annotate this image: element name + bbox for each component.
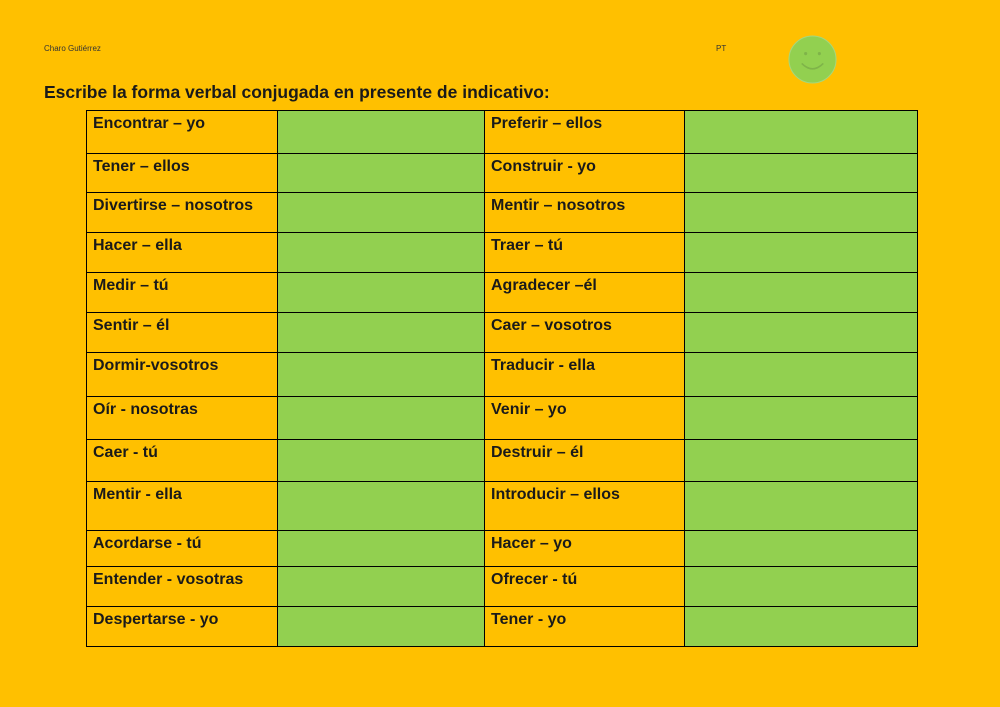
table-row [87,154,918,193]
answer-input-left[interactable] [284,158,478,175]
answer-cell-left[interactable] [278,193,485,233]
answer-cell-left[interactable] [278,353,485,397]
verb-prompt-left: Caer - tú [87,440,278,482]
answer-input-right[interactable] [691,115,911,132]
answer-cell-left[interactable] [278,440,485,482]
answer-cell-left[interactable] [278,313,485,353]
table-row [87,397,918,440]
answer-cell-right[interactable] [685,353,918,397]
answer-cell-right[interactable] [685,273,918,313]
table-row [87,313,918,353]
verb-prompt-left: Despertarse - yo [87,607,278,647]
table-row [87,607,918,647]
verb-prompt-left: Acordarse - tú [87,531,278,567]
answer-cell-right[interactable] [685,397,918,440]
answer-input-left[interactable] [284,115,478,132]
answer-cell-right[interactable] [685,233,918,273]
answer-input-right[interactable] [691,317,911,334]
verb-prompt-right: Traer – tú [485,233,685,273]
answer-input-right[interactable] [691,357,911,374]
answer-input-left[interactable] [284,197,478,214]
verb-prompt-right: Destruir – él [485,440,685,482]
verb-prompt-right: Hacer – yo [485,531,685,567]
answer-cell-right[interactable] [685,567,918,607]
page-title: Escribe la forma verbal conjugada en presente de indicativo: [44,82,550,102]
verb-prompt-left: Mentir - ella [87,482,278,531]
answer-input-right[interactable] [691,277,911,294]
answer-input-right[interactable] [691,535,911,552]
answer-cell-right[interactable] [685,111,918,154]
answer-input-left[interactable] [284,401,478,418]
answer-input-right[interactable] [691,611,911,628]
verb-prompt-left: Oír - nosotras [87,397,278,440]
answer-input-right[interactable] [691,486,911,503]
verb-prompt-left: Divertirse – nosotros [87,193,278,233]
table-row [87,273,918,313]
answer-input-right[interactable] [691,401,911,418]
answer-input-right[interactable] [691,444,911,461]
table-row [87,353,918,397]
answer-input-right[interactable] [691,197,911,214]
answer-input-left[interactable] [284,317,478,334]
verb-prompt-right: Venir – yo [485,397,685,440]
verb-prompt-right: Mentir – nosotros [485,193,685,233]
verb-prompt-left: Sentir – él [87,313,278,353]
smiley-face-icon [788,35,837,84]
answer-cell-right[interactable] [685,193,918,233]
answer-cell-right[interactable] [685,482,918,531]
verb-prompt-right: Agradecer –él [485,273,685,313]
answer-cell-right[interactable] [685,440,918,482]
verb-table [86,110,918,647]
verb-prompt-left: Tener – ellos [87,154,278,193]
verb-prompt-left: Medir – tú [87,273,278,313]
answer-input-right[interactable] [691,158,911,175]
verb-prompt-left: Dormir-vosotros [87,353,278,397]
answer-input-left[interactable] [284,571,478,588]
answer-cell-left[interactable] [278,567,485,607]
answer-input-right[interactable] [691,571,911,588]
answer-input-left[interactable] [284,611,478,628]
table-row [87,567,918,607]
answer-cell-left[interactable] [278,607,485,647]
answer-cell-left[interactable] [278,154,485,193]
answer-input-right[interactable] [691,237,911,254]
answer-input-left[interactable] [284,444,478,461]
answer-input-left[interactable] [284,277,478,294]
header-tag: PT [716,44,727,53]
answer-cell-right[interactable] [685,607,918,647]
verb-prompt-right: Ofrecer - tú [485,567,685,607]
answer-cell-right[interactable] [685,154,918,193]
answer-cell-left[interactable] [278,111,485,154]
verb-prompt-right: Construir - yo [485,154,685,193]
table-row [87,440,918,482]
table-row [87,193,918,233]
verb-prompt-left: Hacer – ella [87,233,278,273]
table-row [87,531,918,567]
author-name: Charo Gutiérrez [44,44,101,53]
table-row [87,111,918,154]
verb-prompt-right: Caer – vosotros [485,313,685,353]
verb-prompt-right: Introducir – ellos [485,482,685,531]
table-row [87,233,918,273]
answer-cell-right[interactable] [685,531,918,567]
answer-input-left[interactable] [284,535,478,552]
verb-prompt-left: Encontrar – yo [87,111,278,154]
answer-cell-left[interactable] [278,273,485,313]
answer-cell-right[interactable] [685,313,918,353]
verb-prompt-right: Tener - yo [485,607,685,647]
answer-cell-left[interactable] [278,531,485,567]
answer-cell-left[interactable] [278,482,485,531]
verb-prompt-right: Preferir – ellos [485,111,685,154]
answer-input-left[interactable] [284,357,478,374]
answer-input-left[interactable] [284,237,478,254]
answer-cell-left[interactable] [278,233,485,273]
verb-prompt-left: Entender - vosotras [87,567,278,607]
verb-prompt-right: Traducir - ella [485,353,685,397]
answer-cell-left[interactable] [278,397,485,440]
table-row [87,482,918,531]
answer-input-left[interactable] [284,486,478,503]
